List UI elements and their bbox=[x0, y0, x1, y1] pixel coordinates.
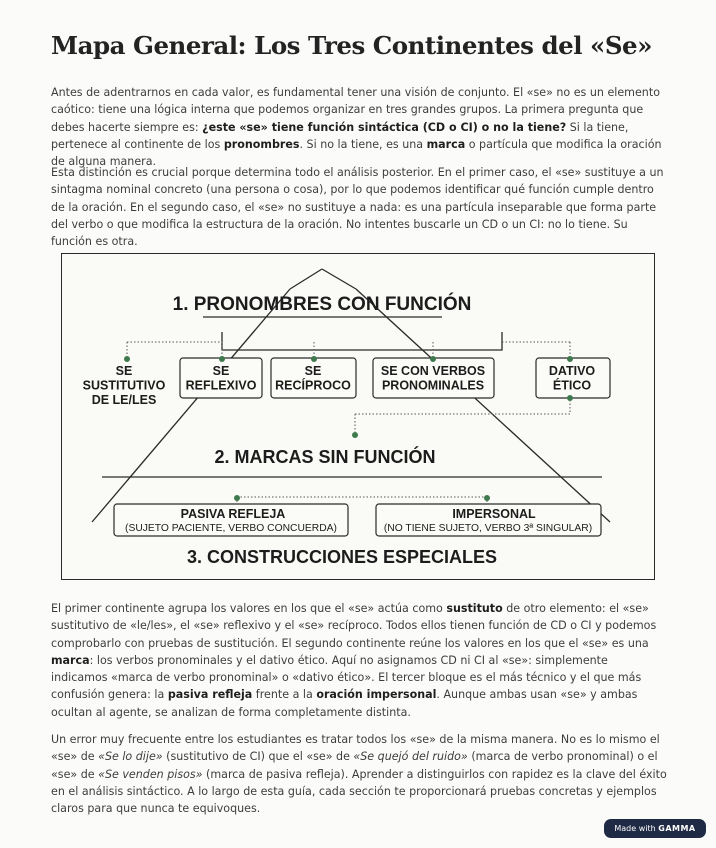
intro-paragraph-1 bbox=[51, 84, 667, 170]
dot-impersonal bbox=[484, 495, 490, 501]
text-run: o partícula que modifica la oración de alguna manera. bbox=[51, 137, 662, 169]
level2-heading: 2. MARCAS SIN FUNCIÓN bbox=[214, 447, 436, 467]
dot-dativo-bottom bbox=[567, 395, 573, 401]
badge-prefix: Made with bbox=[614, 824, 656, 833]
emphasis-text: oración impersonal bbox=[316, 688, 437, 702]
item-label-line: DE LE/LES bbox=[91, 393, 157, 407]
dot-reflexivo bbox=[219, 356, 225, 362]
dot-dativo bbox=[567, 356, 573, 362]
text-run: (marca de pasiva refleja). Aprender a distinguirlos con rapidez es la clave del éxito en el análisis sintáctico. A lo largo de esta guía, cada sección te proporcionará pruebas concretas y ejemplos claros para que nunca te equivoques. bbox=[51, 767, 667, 816]
emphasis-text: marca bbox=[51, 653, 90, 667]
item-label-line: SE CON VERBOS bbox=[380, 364, 486, 378]
body-paragraph-2 bbox=[51, 731, 667, 817]
text-run: Un error muy frecuente entre los estudiantes es tratar todos los «se» de la misma manera. No es lo mismo el «se» de bbox=[51, 733, 660, 764]
item-pasiva-desc: (SUJETO PACIENTE, VERBO CONCUERDA) bbox=[125, 523, 337, 534]
item-pasiva-name: PASIVA REFLEJA bbox=[180, 507, 286, 521]
item-pronominales bbox=[381, 364, 485, 393]
item-label-line: SUSTITUTIVO bbox=[82, 378, 166, 393]
text-run: Si la tiene, pertenece al continente de los bbox=[51, 120, 629, 151]
text-run: (marca de verbo pronominal) o el «se» de bbox=[51, 750, 658, 781]
level3-heading: 3. CONSTRUCCIONES ESPECIALES bbox=[186, 547, 498, 567]
se-map-diagram bbox=[61, 253, 655, 580]
emphasis-text: pasiva refleja bbox=[167, 688, 253, 702]
item-label-line: RECÍPROCO bbox=[275, 378, 351, 393]
text-run: (sustitutivo de CI) que el «se» de bbox=[162, 750, 354, 764]
text-run: . Aunque ambas usan «se» y ambas ocultan al agente, se analizan de forma completamente distinta. bbox=[51, 688, 638, 719]
emphasis-text: ¿este «se» tiene función sintáctica (CD o CI) o no la tiene? bbox=[202, 120, 567, 134]
item-dativo bbox=[549, 364, 596, 393]
page-title: Mapa General: Los Tres Continentes del «Se» bbox=[51, 31, 652, 60]
intro-paragraph-2 bbox=[51, 164, 667, 250]
example-text: «Se quejó del ruido» bbox=[353, 750, 468, 764]
text-run: El primer continente agrupa los valores en los que el «se» actúa como bbox=[51, 602, 447, 615]
body-paragraph-1 bbox=[51, 600, 667, 721]
item-label-line: PRONOMINALES bbox=[381, 378, 485, 393]
dot-pronominales bbox=[430, 356, 436, 362]
badge-brand: GAMMA bbox=[658, 824, 696, 833]
level1-heading: 1. PRONOMBRES CON FUNCIÓN bbox=[172, 294, 472, 315]
item-label-line: SE bbox=[115, 364, 133, 378]
item-label-line: SE bbox=[304, 364, 322, 378]
item-impersonal-name: IMPERSONAL bbox=[452, 507, 536, 521]
item-impersonal-desc: (NO TIENE SUJETO, VERBO 3ª SINGULAR) bbox=[383, 523, 593, 534]
text-run: . Si no la tiene, es una bbox=[299, 137, 427, 151]
emphasis-text: sustituto bbox=[446, 602, 503, 615]
made-with-gamma-badge[interactable] bbox=[604, 819, 706, 838]
text-run: : los verbos pronominales y el dativo ético. Aquí no asignamos CD ni CI al «se»: simplemente indicamos «marca de verbo pronominal» o «dativo ético». El tercer bloque es el más técnico y el que más confusión genera: la bbox=[51, 653, 642, 702]
text-run: Esta distinción es crucial porque determina todo el análisis posterior. En el primer caso, el «se» sustituye a un sintagma nominal concreto (una persona o cosa), por lo que podemos identificar qué función cumple dentro de la oración. En el segundo caso, el «se» no sustituye a nada: es una partícula inseparable que forma parte del verbo o que modifica la estructura de la oración. No intentes buscarle un CD o un CI: no lo tiene. Su función es otra. bbox=[51, 166, 664, 249]
example-text: «Se lo dije» bbox=[98, 750, 163, 764]
dot-marcas bbox=[352, 432, 358, 438]
emphasis-text: pronombres bbox=[223, 137, 300, 151]
dot-pasiva bbox=[234, 495, 240, 501]
example-text: «Se venden pisos» bbox=[98, 767, 203, 781]
item-sustitutivo bbox=[83, 364, 166, 407]
text-run: de otro elemento: el «se» sustitutivo de «le/les», el «se» reflexivo y el «se» recíproco. Todos ellos tienen función de CD o CI y podemos comprobarlo con pruebas de sustitución. El segundo continente reúne los valores en los que el «se» es una bbox=[51, 602, 657, 650]
text-run: Antes de adentrarnos en cada valor, es fundamental tener una visión de conjunto. El «se» no es un elemento caótico: tiene una lógica interna que podemos organizar en tres grandes grupos. La primera pregunta que debes hacerte siempre es: bbox=[51, 86, 660, 134]
emphasis-text: marca bbox=[426, 137, 466, 151]
dot-sustitutivo bbox=[124, 356, 130, 362]
text-run: frente a la bbox=[252, 688, 317, 702]
item-label-line: DATIVO bbox=[548, 364, 596, 378]
dot-reciproco bbox=[311, 356, 317, 362]
item-label-line: SE bbox=[212, 364, 230, 378]
item-label-line: ÉTICO bbox=[552, 378, 592, 393]
diagram-canvas bbox=[62, 254, 653, 578]
item-label-line: REFLEXIVO bbox=[185, 378, 257, 393]
